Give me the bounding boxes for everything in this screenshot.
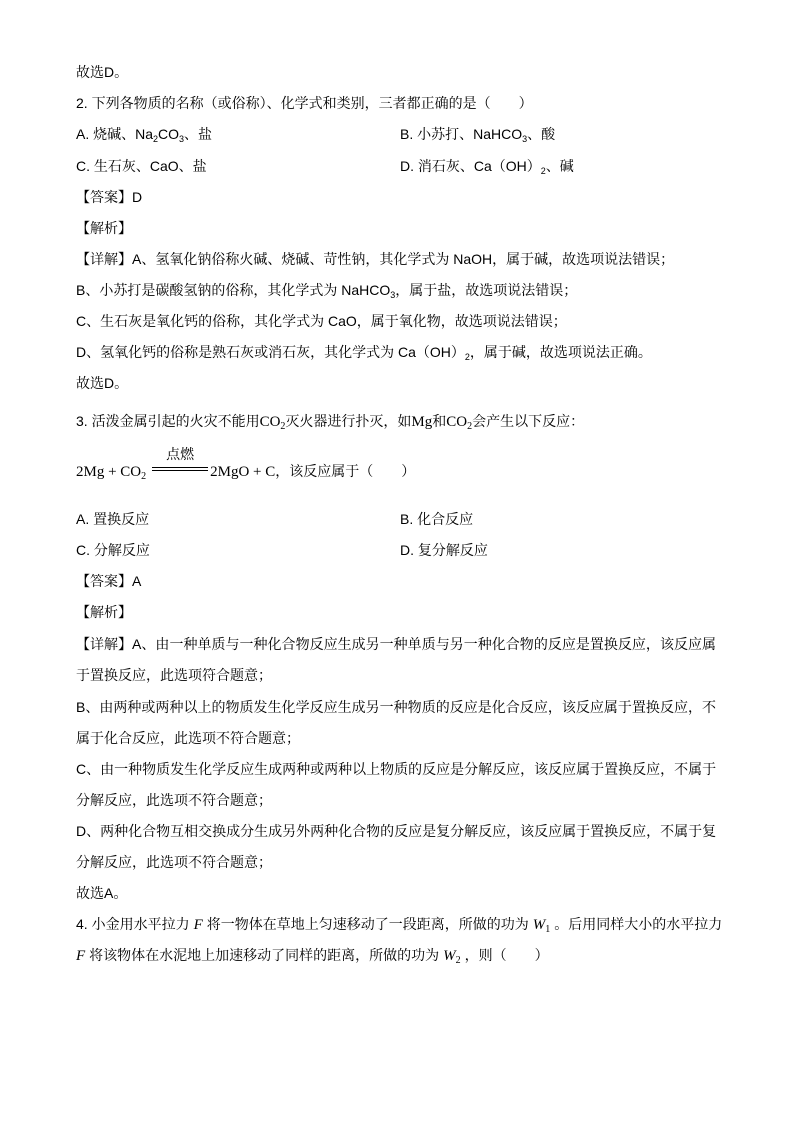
variable-symbol: W bbox=[443, 948, 456, 964]
option-text: 、酸 bbox=[527, 126, 556, 142]
stem-text: 会产生以下反应： bbox=[472, 413, 585, 429]
q2-option-d bbox=[400, 155, 574, 177]
option-text: 、盐 bbox=[184, 126, 213, 142]
equation-tail: ，该反应属于（ ） bbox=[275, 463, 416, 479]
q2-detail-c: C、生石灰是氧化钙的俗称，其化学式为 CaO，属于氧化物，故选项说法错误； bbox=[76, 313, 567, 329]
formula-text: CO bbox=[259, 414, 281, 430]
stem-text: 将一物体在草地上匀速移动了一段距离，所做的功为 bbox=[206, 916, 529, 932]
formula-subscript: 2 bbox=[464, 352, 470, 362]
formula-subscript: 2 bbox=[141, 471, 147, 482]
variable-work bbox=[443, 948, 461, 964]
q3-detail-d-line2: 分解反应，此选项不符合题意； bbox=[76, 854, 272, 870]
stem-text: 将该物体在水泥地上加速移动了同样的距离，所做的功为 bbox=[89, 947, 440, 963]
q2-stem: 2. 下列各物质的名称（或俗称）、化学式和类别，三者都正确的是（ ） bbox=[76, 95, 533, 111]
q3-detail-a-line2: 于置换反应，此选项符合题意； bbox=[76, 667, 272, 683]
reaction-condition: 点燃 bbox=[166, 446, 195, 462]
q3-analysis-label: 【解析】 bbox=[76, 604, 132, 620]
variable-subscript: 1 bbox=[545, 924, 551, 935]
variable-subscript: 2 bbox=[455, 955, 461, 966]
detail-text: ，属于碱，故选项说法正确。 bbox=[469, 344, 652, 360]
stem-text: 和 bbox=[432, 413, 447, 429]
q4-stem-line2 bbox=[76, 944, 549, 966]
formula-subscript: 2 bbox=[540, 166, 546, 176]
q3-option-d: D. 复分解反应 bbox=[400, 542, 488, 558]
variable-force: F bbox=[76, 948, 86, 964]
q2-detail-b bbox=[76, 279, 577, 301]
q2-detail-d bbox=[76, 341, 652, 363]
reactants-text: 2Mg + CO bbox=[76, 464, 142, 480]
q3-conclusion: 故选A。 bbox=[76, 885, 128, 901]
q2-detail-a: 【详解】A、氢氧化钠俗称火碱、烧碱、苛性钠，其化学式为 NaOH，属于碱，故选项说法错误； bbox=[76, 251, 675, 267]
q3-option-a: A. 置换反应 bbox=[76, 511, 150, 527]
variable-symbol: W bbox=[532, 917, 546, 933]
option-text: CO bbox=[158, 126, 180, 142]
formula-subscript: 3 bbox=[179, 134, 185, 144]
formula-co2 bbox=[446, 414, 472, 430]
variable-work bbox=[533, 917, 551, 933]
equation-products: 2MgO + C bbox=[210, 464, 276, 480]
stem-text: 灭火器进行扑灭，如 bbox=[285, 413, 412, 429]
formula-mg: Mg bbox=[411, 414, 433, 430]
option-text: B. 小苏打、NaHCO bbox=[400, 126, 523, 142]
q2-option-b bbox=[400, 123, 555, 145]
formula-subscript: 3 bbox=[390, 290, 396, 300]
q3-stem bbox=[76, 410, 584, 432]
q3-answer: 【答案】A bbox=[76, 573, 142, 589]
detail-text: D、氢氧化钙的俗称是熟石灰或消石灰，其化学式为 Ca（OH） bbox=[76, 344, 465, 360]
q1-conclusion: 故选D。 bbox=[76, 64, 129, 80]
q2-conclusion: 故选D。 bbox=[76, 375, 129, 391]
double-line-sign bbox=[152, 467, 208, 471]
option-text: 、碱 bbox=[545, 158, 574, 174]
q3-option-c: C. 分解反应 bbox=[76, 542, 150, 558]
formula-subscript: 2 bbox=[467, 421, 473, 432]
stem-text: 。后用同样大小的水平拉力 bbox=[554, 916, 723, 932]
detail-text: B、小苏打是碳酸氢钠的俗称，其化学式为 NaHCO bbox=[76, 282, 391, 298]
equation-reactants bbox=[76, 464, 146, 480]
variable-force: F bbox=[193, 917, 203, 933]
option-text: A. 烧碱、Na bbox=[76, 126, 154, 142]
formula-co2 bbox=[260, 414, 286, 430]
q3-detail-b-line1: B、由两种或两种以上的物质发生化学反应生成另一种物质的反应是化合反应，该反应属于置换反应，不 bbox=[76, 699, 716, 715]
stem-text: 4. 小金用水平拉力 bbox=[76, 916, 190, 932]
q4-stem-line1 bbox=[76, 913, 723, 935]
q3-option-b: B. 化合反应 bbox=[400, 511, 474, 527]
q3-detail-b-line2: 属于化合反应，此选项不符合题意； bbox=[76, 730, 300, 746]
reaction-arrow bbox=[152, 446, 208, 482]
detail-text: ，属于盐，故选项说法错误； bbox=[395, 282, 578, 298]
stem-text: ，则（ ） bbox=[464, 947, 549, 963]
q2-option-c: C. 生石灰、CaO、盐 bbox=[76, 158, 207, 174]
formula-subscript: 2 bbox=[153, 134, 159, 144]
q3-detail-c-line1: C、由一种物质发生化学反应生成两种或两种以上物质的反应是分解反应，该反应属于置换反应，不属于 bbox=[76, 761, 717, 777]
formula-subscript: 3 bbox=[522, 134, 528, 144]
q2-analysis-label: 【解析】 bbox=[76, 220, 132, 236]
formula-subscript: 2 bbox=[280, 421, 286, 432]
q3-equation bbox=[76, 446, 416, 482]
stem-text: 3. 活泼金属引起的火灾不能用 bbox=[76, 413, 260, 429]
q3-detail-d-line1: D、两种化合物互相交换成分生成另外两种化合物的反应是复分解反应，该反应属于置换反应，不属于复 bbox=[76, 823, 717, 839]
q2-answer: 【答案】D bbox=[76, 189, 143, 205]
formula-text: CO bbox=[446, 414, 468, 430]
q3-detail-c-line2: 分解反应，此选项不符合题意； bbox=[76, 792, 272, 808]
option-text: D. 消石灰、Ca（OH） bbox=[400, 158, 541, 174]
q2-option-a bbox=[76, 123, 212, 145]
q3-detail-a-line1: 【详解】A、由一种单质与一种化合物反应生成另一种单质与另一种化合物的反应是置换反应，该反应属 bbox=[76, 636, 716, 652]
